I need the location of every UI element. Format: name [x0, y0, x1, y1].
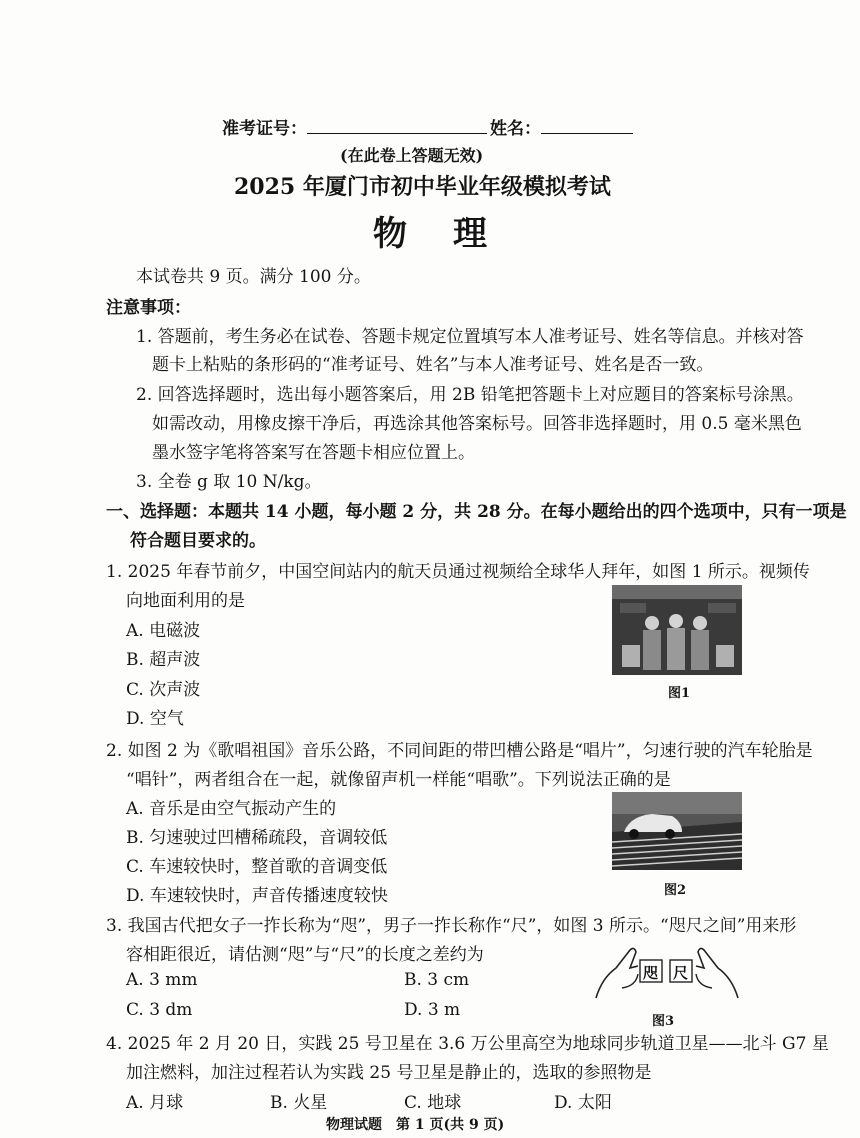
figure-2-music-road-photo — [612, 792, 742, 870]
q3-option-d[interactable]: D. 3 m — [404, 1000, 461, 1020]
astronauts-illustration — [612, 585, 742, 675]
q1-option-b[interactable]: B. 超声波 — [126, 650, 201, 670]
q2-option-a[interactable]: A. 音乐是由空气振动产生的 — [126, 799, 337, 819]
note-1-line-2: 题卡上粘贴的条形码的“准考证号、姓名”与本人准考证号、姓名是否一致。 — [152, 355, 714, 375]
name-label: 姓名： — [490, 119, 541, 139]
q4-option-b[interactable]: B. 火星 — [270, 1093, 328, 1113]
section-1-line-1: 一、选择题：本题共 14 小题，每小题 2 分，共 28 分。在每小题给出的四个选项中，只有一项是 — [106, 502, 847, 522]
invalid-notice: (在此卷上答题无效) — [340, 146, 484, 165]
note-1-line-1: 1. 答题前，考生务必在试卷、答题卡规定位置填写本人准考证号、姓名等信息。并核对答 — [136, 327, 804, 347]
q4-line-2: 加注燃料，加注过程若认为实践 25 号卫星是静止的，选取的参照物是 — [126, 1063, 652, 1083]
q1-option-d[interactable]: D. 空气 — [126, 709, 184, 729]
q3-option-a[interactable]: A. 3 mm — [126, 970, 198, 990]
figure-3-char-chi: 尺 — [673, 964, 689, 982]
figure-1-caption: 图1 — [668, 686, 691, 701]
section-1-line-2: 符合题目要求的。 — [130, 531, 266, 551]
notes-heading: 注意事项： — [106, 298, 191, 318]
q1-line-2: 向地面利用的是 — [126, 591, 245, 611]
hands-span-illustration — [592, 938, 742, 1004]
figure-3-caption: 图3 — [652, 1014, 675, 1029]
q3-line-1: 3. 我国古代把女子一拃长称为“咫”，男子一拃长称作“尺”，如图 3 所示。“咫尺之间”用来形 — [106, 916, 797, 936]
music-road-illustration — [612, 792, 742, 870]
q1-line-1: 1. 2025 年春节前夕，中国空间站内的航天员通过视频给全球华人拜年，如图 1 所示。视频传 — [106, 562, 810, 582]
figure-3-hands-drawing — [592, 938, 742, 1004]
figure-1-astronauts-photo — [612, 585, 742, 675]
q4-line-1: 4. 2025 年 2 月 20 日，实践 25 号卫星在 3.6 万公里高空为地球同步轨道卫星——北斗 G7 星 — [106, 1034, 829, 1054]
exam-id-field — [222, 114, 487, 139]
note-2-line-3: 墨水签字笔将答案写在答题卡相应位置上。 — [152, 443, 475, 463]
q2-line-1: 2. 如图 2 为《歌唱祖国》音乐公路，不同间距的带凹槽公路是“唱片”，匀速行驶的汽车轮胎是 — [106, 741, 813, 761]
q3-line-2: 容相距很近，请估测“咫”与“尺”的长度之差约为 — [126, 945, 484, 965]
exam-title: 2025 年厦门市初中毕业年级模拟考试 — [234, 174, 611, 200]
page-footer: 物理试题 第 1 页(共 9 页) — [326, 1117, 505, 1133]
q4-option-a[interactable]: A. 月球 — [126, 1093, 184, 1113]
q2-option-c[interactable]: C. 车速较快时，整首歌的音调变低 — [126, 857, 388, 877]
q1-option-a[interactable]: A. 电磁波 — [126, 621, 201, 641]
q2-option-b[interactable]: B. 匀速驶过凹槽稀疏段，音调较低 — [126, 828, 388, 848]
q4-option-d[interactable]: D. 太阳 — [554, 1093, 612, 1113]
exam-id-blank[interactable] — [307, 115, 487, 134]
q1-option-c[interactable]: C. 次声波 — [126, 680, 201, 700]
q2-option-d[interactable]: D. 车速较快时，声音传播速度较快 — [126, 886, 388, 906]
name-field — [490, 114, 633, 139]
q2-line-2: “唱针”，两者组合在一起，就像留声机一样能“唱歌”。下列说法正确的是 — [126, 770, 671, 790]
exam-id-label: 准考证号： — [222, 119, 307, 139]
q4-option-c[interactable]: C. 地球 — [404, 1093, 462, 1113]
q3-option-c[interactable]: C. 3 dm — [126, 1000, 193, 1020]
subject-title: 物 理 — [373, 214, 493, 254]
note-3: 3. 全卷 g 取 10 N/kg。 — [136, 472, 322, 492]
q3-option-b[interactable]: B. 3 cm — [404, 970, 470, 990]
figure-2-caption: 图2 — [664, 883, 687, 898]
note-2-line-1: 2. 回答选择题时，选出每小题答案后，用 2B 铅笔把答题卡上对应题目的答案标号涂黑。 — [136, 385, 804, 405]
intro-text: 本试卷共 9 页。满分 100 分。 — [136, 267, 371, 287]
name-blank[interactable] — [541, 115, 633, 134]
note-2-line-2: 如需改动，用橡皮擦干净后，再选涂其他答案标号。回答非选择题时，用 0.5 毫米黑色 — [152, 414, 802, 434]
figure-3-char-zhi: 咫 — [643, 964, 659, 982]
